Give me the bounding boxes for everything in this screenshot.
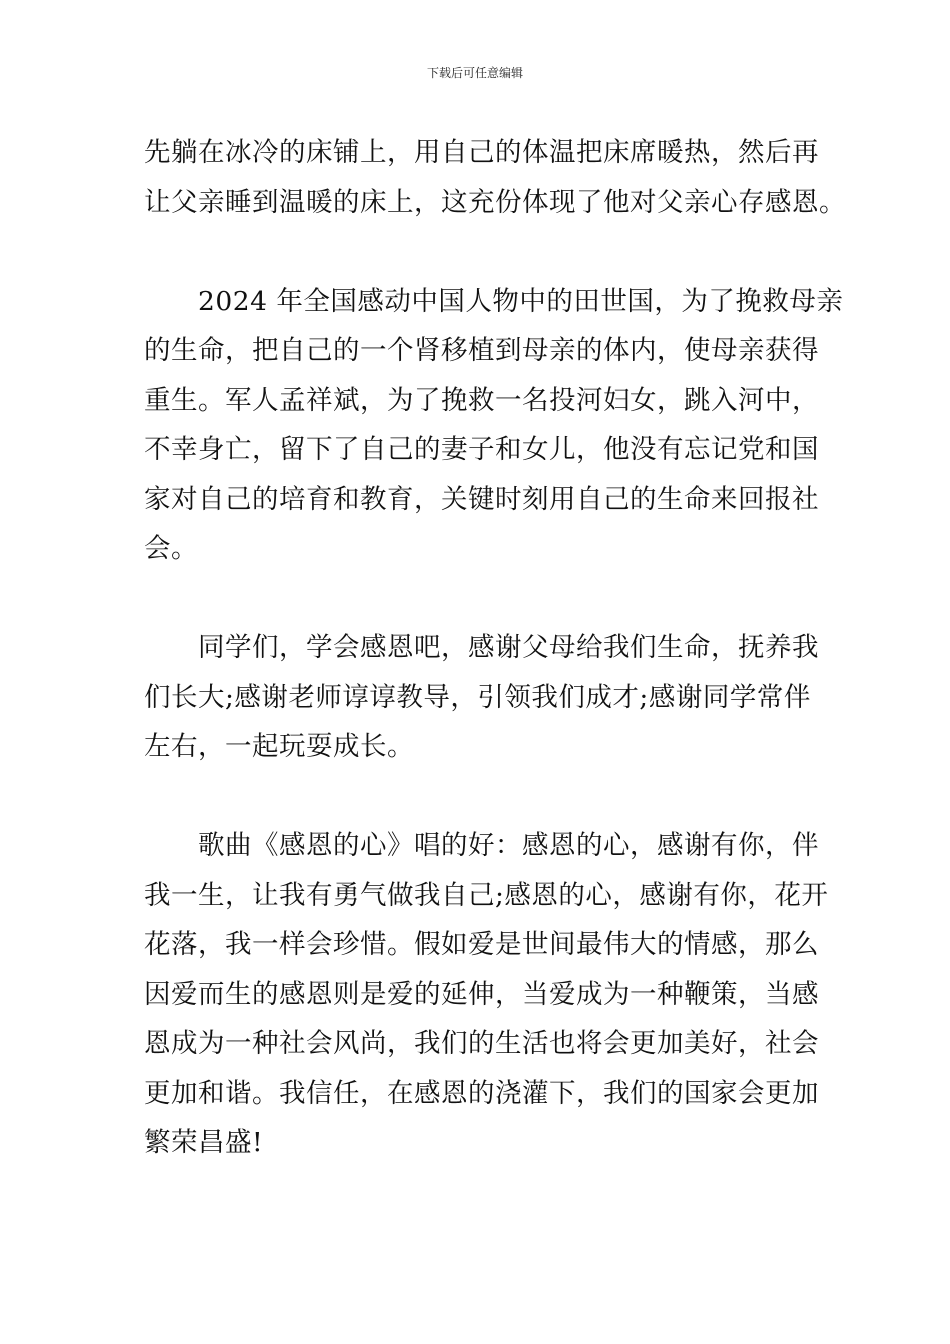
paragraph-gap: [144, 574, 808, 624]
text-line: 让父亲睡到温暖的床上，这充份体现了他对父亲心存感恩。: [144, 186, 846, 218]
text-line: 不幸身亡，留下了自己的妻子和女儿，他没有忘记党和国: [144, 434, 819, 465]
paragraph-song: [144, 821, 829, 1168]
paragraph-gap: [144, 227, 808, 277]
text-line: 重生。军人孟祥斌，为了挽救一名投河妇女，跳入河中，: [144, 384, 819, 416]
text-line: 因爱而生的感恩则是爱的延伸，当爱成为一种鞭策，当感: [144, 978, 819, 1010]
paragraph-tian-shiguo: [144, 277, 844, 574]
text-line: 歌曲《感恩的心》唱的好：感恩的心，感谢有你，伴: [198, 830, 819, 861]
text-line: 先躺在冰冷的床铺上，用自己的体温把床席暖热，然后再: [144, 137, 819, 168]
document-body: [144, 128, 846, 1168]
paragraph-continuation: [144, 128, 846, 227]
text-line: 更加和谐。我信任，在感恩的浇灌下，我们的国家会更加: [144, 1077, 819, 1109]
paragraph-gap: [144, 772, 808, 822]
text-line: 的生命，把自己的一个肾移植到母亲的体内，使母亲获得: [144, 335, 819, 366]
text-line: 家对自己的培育和教育，关键时刻用自己的生命来回报社: [144, 483, 819, 515]
text-line: 2024 年全国感动中国人物中的田世国，为了挽救母亲: [198, 285, 844, 317]
text-line: 左右，一起玩耍成长。: [144, 731, 414, 762]
text-line: 花落，我一样会珍惜。假如爱是世间最伟大的情感，那么: [144, 929, 819, 960]
text-line: 恩成为一种社会风尚，我们的生活也将会更加美好，社会: [144, 1028, 819, 1059]
text-line: 们长大;感谢老师谆谆教导，引领我们成才;感谢同学常伴: [144, 681, 811, 713]
text-line: 繁荣昌盛!: [144, 1127, 264, 1158]
text-line: 同学们，学会感恩吧，感谢父母给我们生命，抚养我: [198, 632, 819, 663]
page-header: 下载后可任意编辑: [426, 66, 523, 80]
paragraph-classmates: [144, 623, 819, 772]
text-line: 会。: [144, 533, 198, 564]
text-line: 我一生，让我有勇气做我自己;感恩的心，感谢有你，花开: [144, 879, 829, 911]
